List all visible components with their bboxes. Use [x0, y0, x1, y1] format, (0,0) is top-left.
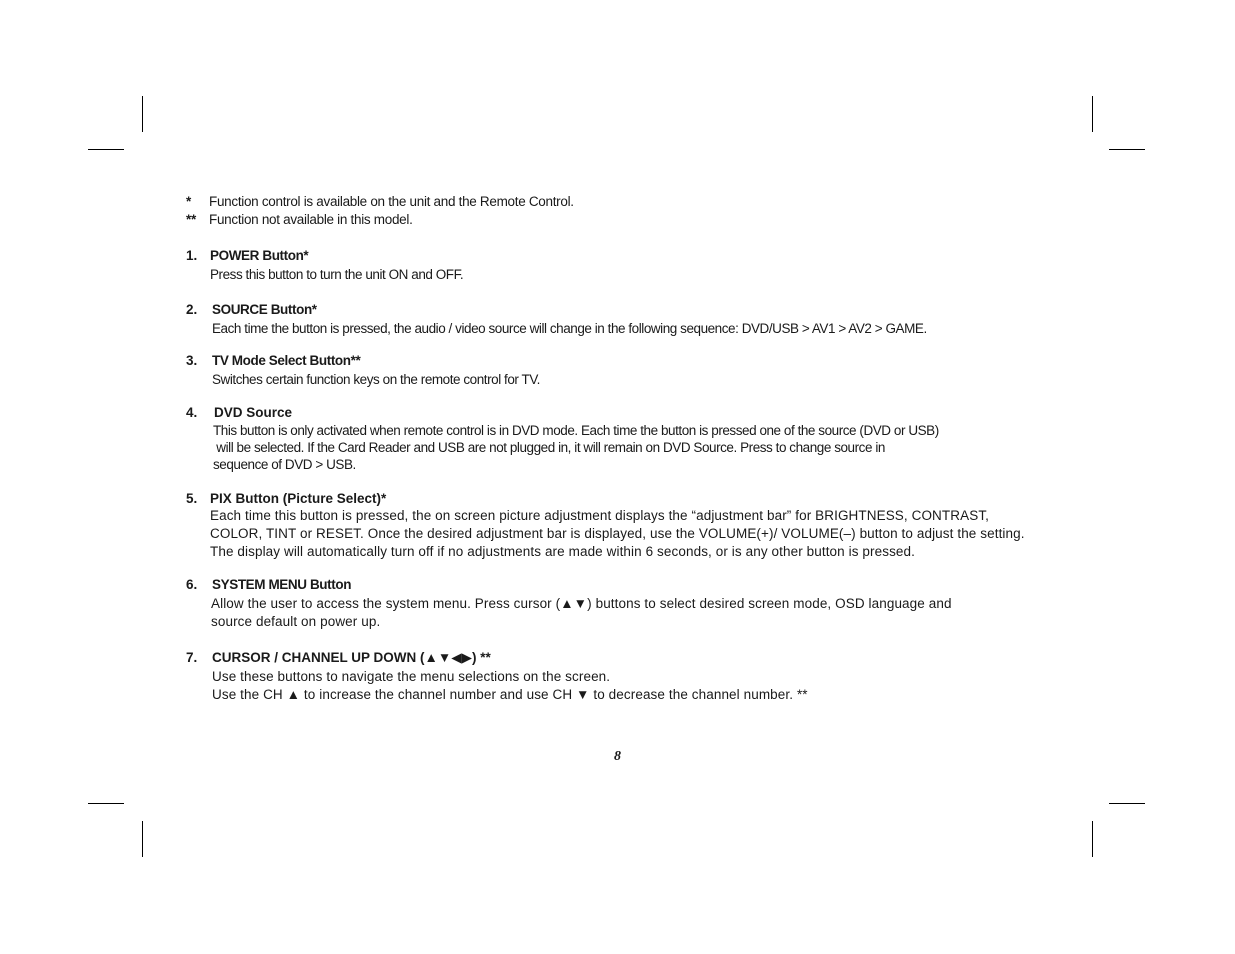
body-line: The display will automatically turn off if no adjustments are made within 6 seconds, or is any other button is pressed.	[210, 544, 915, 559]
section-title: POWER Button*	[210, 248, 309, 263]
body-line: Each time the button is pressed, the audio / video source will change in the following sequence: DVD/USB > AV1 > AV2 > GAME.	[212, 321, 927, 336]
section-body	[210, 507, 1025, 561]
crop-mark-top-right-vertical	[1092, 96, 1093, 132]
crop-mark-bottom-right-vertical	[1092, 821, 1093, 857]
body-line: Allow the user to access the system menu. Press cursor (▲▼) buttons to select desired screen mode, OSD language and	[211, 596, 952, 611]
body-line: source default on power up.	[211, 614, 381, 629]
body-line: sequence of DVD > USB.	[213, 457, 356, 472]
footnote-text: Function control is available on the unit and the Remote Control.	[209, 194, 574, 209]
section-number: 5.	[186, 491, 198, 506]
section-title: CURSOR / CHANNEL UP DOWN (▲▼◀▶) **	[212, 650, 491, 665]
section-title: DVD Source	[214, 405, 293, 420]
section-title: PIX Button (Picture Select)*	[210, 491, 387, 506]
body-line: Use the CH ▲ to increase the channel number and use CH ▼ to decrease the channel number. **	[212, 687, 808, 702]
body-line: Use these buttons to navigate the menu selections on the screen.	[212, 669, 611, 684]
crop-mark-bottom-left-horizontal	[88, 803, 124, 804]
section-number: 4.	[186, 405, 198, 420]
section-body	[211, 595, 952, 631]
section-title: TV Mode Select Button**	[212, 353, 361, 368]
footnote-text: Function not available in this model.	[209, 212, 413, 227]
section-body	[213, 422, 939, 474]
body-line: will be selected. If the Card Reader and USB are not plugged in, it will remain on DVD Source. Press to change source in	[213, 440, 885, 455]
section-body	[212, 371, 540, 389]
section-body	[212, 320, 927, 338]
section-body	[212, 667, 808, 704]
section-title: SOURCE Button*	[212, 302, 317, 317]
footnote-marker: **	[186, 212, 196, 227]
crop-mark-top-right-horizontal	[1109, 149, 1145, 150]
section-title: SYSTEM MENU Button	[212, 577, 352, 592]
section-number: 3.	[186, 353, 198, 368]
section-number: 1.	[186, 248, 198, 263]
crop-mark-bottom-left-vertical	[142, 821, 143, 857]
crop-mark-bottom-right-horizontal	[1109, 803, 1145, 804]
body-line: Press this button to turn the unit ON and OFF.	[210, 267, 464, 282]
footnote-marker: *	[186, 194, 191, 209]
body-line: COLOR, TINT or RESET. Once the desired adjustment bar is displayed, use the VOLUME(+)/ VOLUME(–) button to adjust the setting.	[210, 526, 1025, 541]
body-line: Switches certain function keys on the remote control for TV.	[212, 372, 540, 387]
body-line: This button is only activated when remote control is in DVD mode. Each time the button is pressed one of the source (DVD or USB)	[213, 423, 939, 438]
body-line: Each time this button is pressed, the on screen picture adjustment displays the “adjustment bar” for BRIGHTNESS, CONTRAST,	[210, 508, 990, 523]
section-number: 6.	[186, 577, 198, 592]
page-number: 8	[614, 749, 621, 764]
crop-mark-top-left-horizontal	[88, 149, 124, 150]
section-body	[210, 266, 463, 284]
section-number: 7.	[186, 650, 198, 665]
crop-mark-top-left-vertical	[142, 96, 143, 132]
section-number: 2.	[186, 302, 198, 317]
